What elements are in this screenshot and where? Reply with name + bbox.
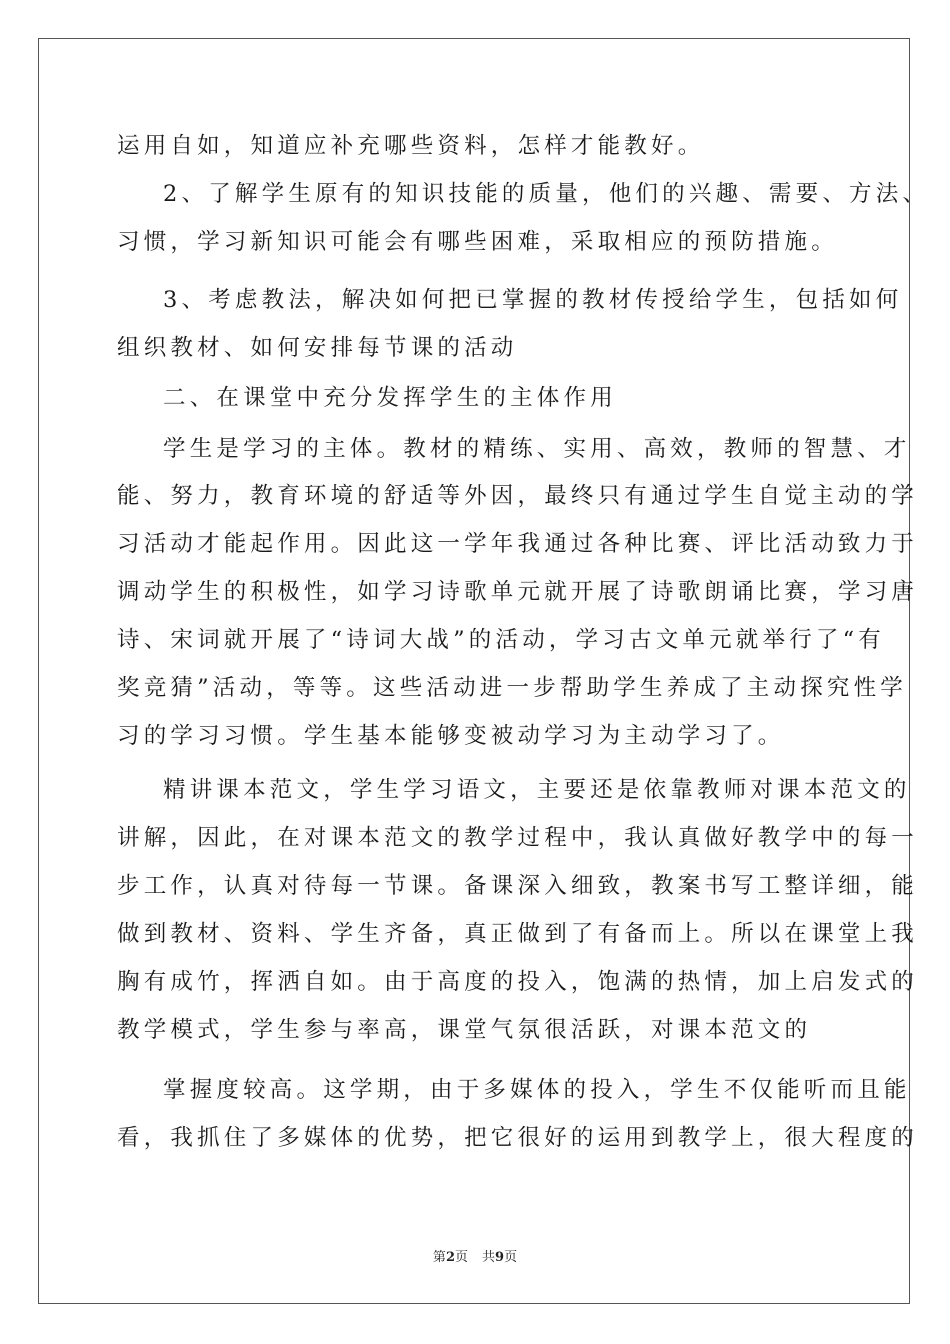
section-heading: 二、在课堂中充分发挥学生的主体作用 xyxy=(163,385,617,411)
text-line: 调动学生的积极性，如学习诗歌单元就开展了诗歌朗诵比赛，学习唐 xyxy=(117,579,919,605)
text-line: 精讲课本范文，学生学习语文，主要还是依靠教师对课本范文的 xyxy=(163,777,911,803)
total-pages: 9 xyxy=(495,1250,505,1265)
text-line: 习的学习习惯。学生基本能够变被动学习为主动学习了。 xyxy=(117,723,785,749)
page-prefix: 第 xyxy=(432,1250,446,1265)
text-line: 组织教材、如何安排每节课的活动 xyxy=(117,335,518,361)
text-line: 学生是学习的主体。教材的精练、实用、高效，教师的智慧、才 xyxy=(163,436,911,462)
total-suffix: 页 xyxy=(504,1250,518,1265)
text-line: 掌握度较高。这学期，由于多媒体的投入，学生不仅能听而且能 xyxy=(163,1077,911,1103)
text-line: 3、考虑教法，解决如何把已掌握的教材传授给学生，包括如何 xyxy=(163,287,903,313)
text-line: 胸有成竹，挥洒自如。由于高度的投入，饱满的热情，加上启发式的 xyxy=(117,969,919,995)
page-footer xyxy=(0,1246,950,1265)
text-line: 运用自如，知道应补充哪些资料，怎样才能教好。 xyxy=(117,133,705,159)
page-number: 2 xyxy=(445,1250,455,1265)
text-line: 步工作，认真对待每一节课。备课深入细致，教案书写工整详细，能 xyxy=(117,873,919,899)
text-line: 看，我抓住了多媒体的优势，把它很好的运用到教学上，很大程度的 xyxy=(117,1125,919,1151)
text-line: 讲解，因此，在对课本范文的教学过程中，我认真做好教学中的每一 xyxy=(117,825,919,851)
text-line: 2、了解学生原有的知识技能的质量，他们的兴趣、需要、方法、 xyxy=(163,181,930,207)
total-prefix: 共 xyxy=(482,1250,496,1265)
text-line: 习活动才能起作用。因此这一学年我通过各种比赛、评比活动致力于 xyxy=(117,531,919,557)
text-line: 习惯，学习新知识可能会有哪些困难，采取相应的预防措施。 xyxy=(117,229,838,255)
text-line: 教学模式，学生参与率高，课堂气氛很活跃，对课本范文的 xyxy=(117,1017,812,1043)
text-line: 能、努力，教育环境的舒适等外因，最终只有通过学生自觉主动的学 xyxy=(117,483,919,509)
text-line: 做到教材、资料、学生齐备，真正做到了有备而上。所以在课堂上我 xyxy=(117,921,919,947)
text-line: 奖竞猜”活动，等等。这些活动进一步帮助学生养成了主动探究性学 xyxy=(117,675,908,701)
page-suffix: 页 xyxy=(454,1250,468,1265)
text-line: 诗、宋词就开展了“诗词大战”的活动，学习古文单元就举行了“有 xyxy=(117,627,886,653)
